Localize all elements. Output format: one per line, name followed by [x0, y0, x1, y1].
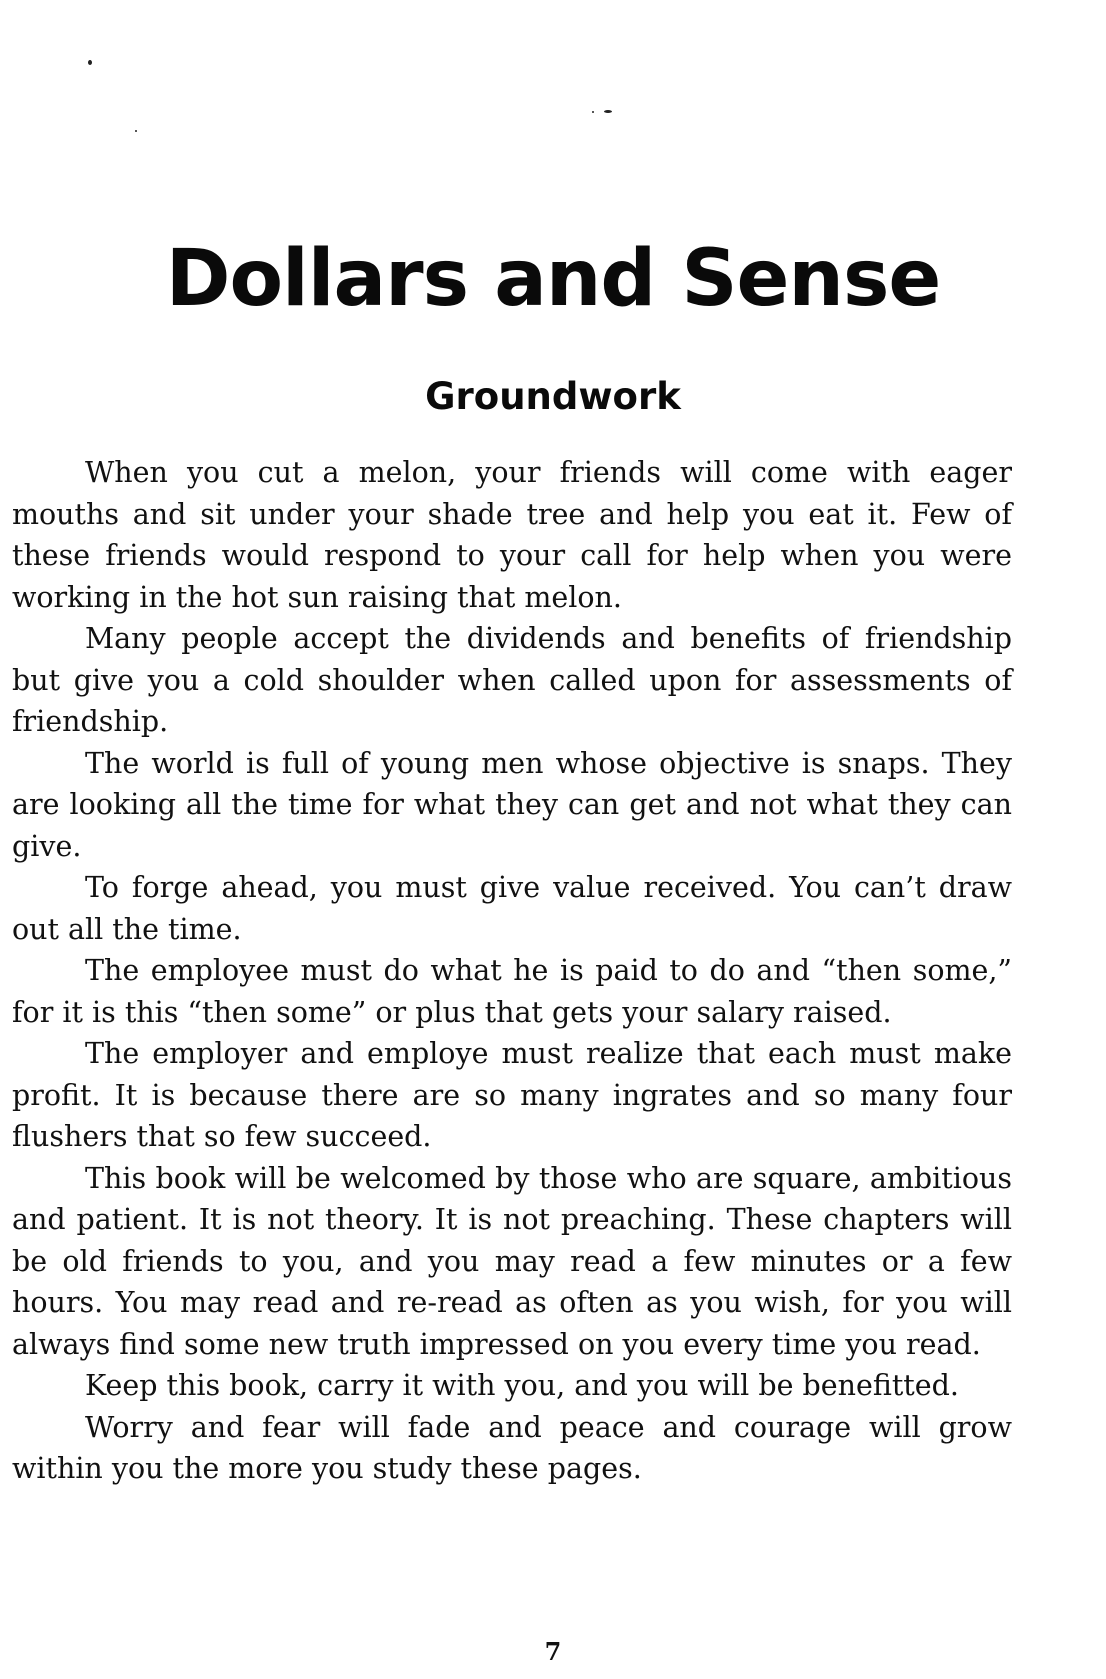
paragraph: Keep this book, carry it with you, and you will be benefitted. — [85, 1369, 959, 1402]
paragraph: Worry and fear will fade and peace and courage will grow within you the more you study these pages. — [12, 1410, 1012, 1485]
print-speck — [604, 110, 612, 113]
print-speck — [135, 130, 137, 132]
page-title: Dollars and Sense — [165, 234, 941, 324]
paragraph: The employer and employe must realize that each must make profit. It is because there are so many ingrates and so many four flushers that so few succeed. — [12, 1037, 1012, 1153]
page-number: 7 — [544, 1637, 562, 1666]
body-text — [12, 452, 1012, 1490]
paragraph: When you cut a melon, your friends will come with eager mouths and sit under your shade tree and help you eat it. Few of these friends would respond to your call for help when you were working in the hot sun raising that melon. — [12, 456, 1012, 614]
print-speck — [592, 111, 594, 113]
section-heading: Groundwork — [425, 375, 681, 418]
paragraph: Many people accept the dividends and benefits of friendship but give you a cold shoulder when called upon for assessments of friendship. — [12, 622, 1012, 738]
paragraph: To forge ahead, you must give value received. You can’t draw out all the time. — [12, 871, 1012, 946]
paragraph: The employee must do what he is paid to do and “then some,” for it is this “then some” or plus that gets your salary raised. — [12, 954, 1012, 1029]
paragraph: The world is full of young men whose objective is snaps. They are looking all the time for what they can get and not what they can give. — [12, 746, 1012, 863]
print-speck — [88, 60, 92, 65]
paragraph: This book will be welcomed by those who are square, ambitious and patient. It is not theory. It is not preaching. These chapters will be old friends to you, and you may read a few minutes or a few hours. You may read and re-read as often as you wish, for you will always find some new truth impressed on you every time you read. — [12, 1161, 1012, 1361]
